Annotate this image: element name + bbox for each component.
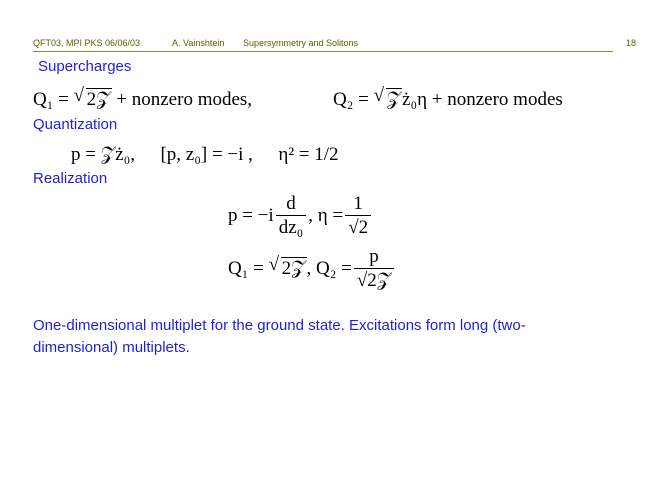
section-quantization: Quantization: [33, 116, 118, 133]
equation-q1: [33, 85, 253, 111]
q1-rest: + nonzero modes,: [116, 89, 253, 110]
real-eta-den: √2: [348, 217, 369, 238]
section-realization: Realization: [33, 170, 108, 187]
real-q1-lhs: Q₁ =: [228, 257, 264, 279]
real-q1-radicand: 2𝒵: [281, 257, 306, 279]
equation-realization-q: [228, 246, 396, 293]
real-q2-den: √2𝒵: [356, 270, 392, 291]
quant-part-1: p = 𝒵ż₀,: [71, 144, 135, 165]
page-number: 18: [625, 38, 636, 48]
q1-radicand: 2𝒵: [86, 89, 111, 110]
quant-part-2: [p, z₀] = −i ,: [160, 144, 253, 165]
real-p-den: dz₀: [278, 217, 304, 238]
section-supercharges: Supercharges: [38, 58, 132, 75]
q2-radicand: 𝒵: [386, 89, 402, 110]
real-q2-num: p: [354, 246, 394, 269]
q2-rest: ż₀η + nonzero modes: [402, 89, 563, 110]
equation-quantization: [71, 144, 339, 166]
real-p-num: d: [276, 193, 307, 216]
ground-state-note: One-dimensional multiplet for the ground state. Excitations form long (two-dimensional) multiplets.: [33, 317, 526, 356]
real-eta-lhs: , η =: [308, 204, 344, 226]
q1-lhs: Q₁ =: [33, 89, 69, 110]
header-divider: [33, 51, 613, 52]
real-eta-fraction: [345, 193, 371, 240]
equation-q2: [333, 85, 563, 111]
q1-sqrt: √ 2𝒵: [73, 85, 111, 110]
real-q2-fraction: [354, 246, 394, 293]
quant-part-3: η² = 1/2: [278, 144, 339, 165]
equation-realization-p: [228, 193, 373, 240]
q2-sqrt: √ 𝒵: [373, 85, 402, 110]
real-p-lhs: p = −i: [228, 204, 274, 226]
real-q1-sqrt: √ 2𝒵: [268, 253, 306, 279]
q2-lhs: Q₂ =: [333, 89, 369, 110]
header-title: Supersymmetry and Solitons: [243, 38, 359, 48]
real-eta-num: 1: [345, 193, 371, 216]
header-conference: QFT03, MPI PKS 06/06/03: [33, 38, 141, 48]
header-author: A. Vainshtein: [172, 38, 225, 48]
real-p-fraction: [276, 193, 307, 240]
slide-header: [33, 38, 613, 51]
real-q2-lhs: , Q₂ =: [306, 257, 352, 279]
